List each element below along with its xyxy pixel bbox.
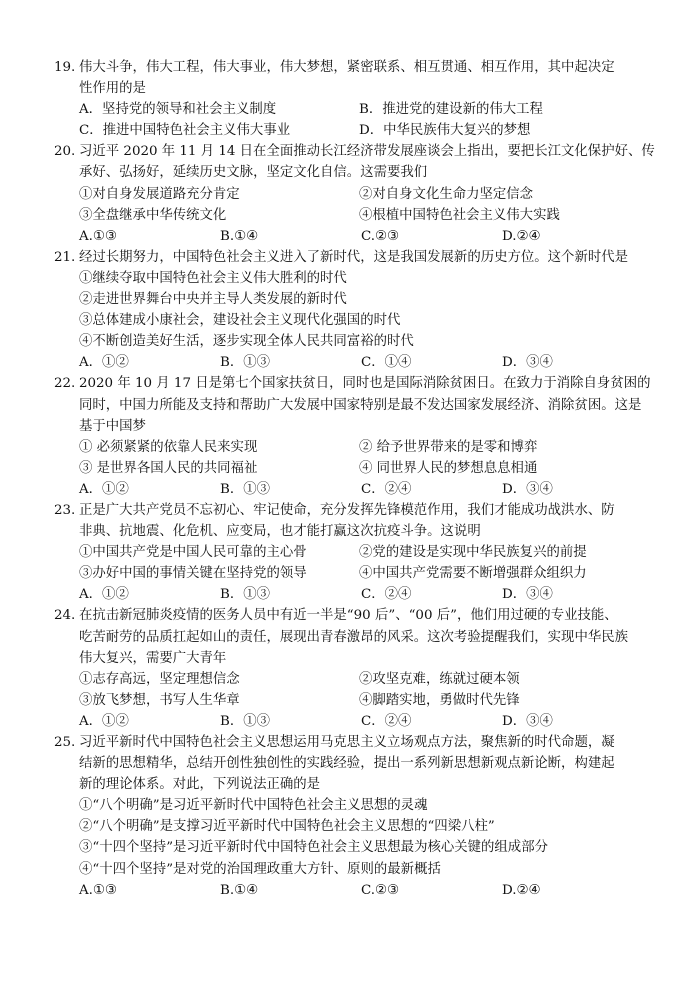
statement-3: ③ 是世界各国人民的共同福祉 bbox=[79, 460, 258, 476]
question-number: 23. bbox=[54, 502, 76, 518]
question-number: 20. bbox=[54, 144, 76, 160]
option-a[interactable]: A．坚持党的领导和社会主义制度 bbox=[79, 102, 277, 118]
option-b[interactable]: B.①④ bbox=[220, 882, 259, 898]
option-a[interactable]: A．①② bbox=[79, 587, 129, 603]
question-stem-line: 25. 习近平新时代中国特色社会主义思想运用马克思主义立场观点方法，聚焦新的时代命题，凝 bbox=[57, 732, 656, 753]
statement-row bbox=[57, 690, 656, 711]
question-stem-line: 22. 2020 年 10 月 17 日是第七个国家扶贫日，同时也是国际消除贫困日。在致力于消除自身贫困的 bbox=[57, 373, 656, 394]
statement-3: ③总体建成小康社会，建设社会主义现代化强国的时代 bbox=[79, 313, 401, 329]
statement-2: ②走进世界舞台中央并主导人类发展的新时代 bbox=[79, 292, 347, 308]
statement-1: ①对自身发展道路充分肯定 bbox=[79, 186, 240, 202]
statement-2: ②党的建设是实现中华民族复兴的前提 bbox=[359, 545, 587, 561]
statement-4: ④“十四个坚持”是对党的治国理政重大方针、原则的最新概括 bbox=[79, 861, 441, 877]
option-d[interactable]: D．③④ bbox=[502, 713, 553, 729]
statement-4: ④根植中国特色社会主义伟大实践 bbox=[359, 207, 560, 223]
statement-3: ③放飞梦想，书写人生华章 bbox=[79, 692, 240, 708]
option-b[interactable]: B．①③ bbox=[220, 713, 271, 729]
question-number: 19. bbox=[54, 60, 76, 75]
question-stem-line: 20. 习近平 2020 年 11 月 14 日在全面推动长江经济带发展座谈会上指出，要把长江文化保护好、传 bbox=[57, 141, 656, 162]
statement-row bbox=[57, 669, 656, 690]
option-b[interactable]: B．①③ bbox=[220, 481, 271, 497]
question-number: 25. bbox=[54, 735, 76, 750]
option-b[interactable]: B.①④ bbox=[220, 228, 259, 244]
statement-row bbox=[57, 437, 656, 458]
option-b[interactable]: B．推进党的建设新的伟大工程 bbox=[359, 102, 543, 118]
question-number: 24. bbox=[54, 608, 76, 624]
statement-1: ①中国共产党是中国人民可靠的主心骨 bbox=[79, 545, 307, 561]
answer-row bbox=[57, 880, 656, 901]
statement-2: ② 给予世界带来的是零和博弈 bbox=[359, 439, 538, 455]
answer-row bbox=[57, 711, 656, 732]
option-c[interactable]: C.②③ bbox=[361, 228, 400, 244]
answer-row bbox=[57, 584, 656, 605]
statement-1: ①“八个明确”是习近平新时代中国特色社会主义思想的灵魂 bbox=[79, 798, 428, 814]
option-d[interactable]: D．中华民族伟大复兴的梦想 bbox=[359, 123, 531, 139]
question-stem-line: 23. 正是广大共产党员不忘初心、牢记使命，充分发挥先锋模范作用，我们才能成功战洪水、防 bbox=[57, 500, 656, 521]
question-stem-line: 性作用的是 bbox=[79, 81, 146, 97]
question-20 bbox=[54, 141, 656, 246]
question-stem-line: 吃苦耐劳的品质扛起如山的责任，展现出青春激昂的风采。这次考验提醒我们，实现中华民族 bbox=[79, 629, 629, 645]
statement-row bbox=[57, 184, 656, 205]
option-d[interactable]: D．③④ bbox=[502, 587, 553, 603]
question-stem-line: 同时，中国力所能及支持和帮助广大发展中国家特别是最不发达国家发展经济、消除贫困。这是 bbox=[79, 397, 642, 413]
question-stem-line: 新的理论体系。对此，下列说法正确的是 bbox=[79, 777, 321, 793]
statement-1: ①继续夺取中国特色社会主义伟大胜利的时代 bbox=[79, 270, 347, 286]
answer-row bbox=[57, 226, 656, 247]
statement-row bbox=[57, 205, 656, 226]
option-d[interactable]: D．③④ bbox=[502, 481, 553, 497]
question-stem-line: 基于中国梦 bbox=[79, 418, 146, 434]
statement-3: ③办好中国的事情关键在坚持党的领导 bbox=[79, 566, 307, 582]
question-23 bbox=[54, 500, 656, 605]
question-stem-line: 承好、弘扬好，延续历史文脉，坚定文化自信。这需要我们 bbox=[79, 165, 428, 181]
option-c[interactable]: C．①④ bbox=[361, 355, 412, 371]
option-a[interactable]: A.①③ bbox=[79, 882, 117, 898]
question-22 bbox=[54, 373, 656, 500]
question-19 bbox=[54, 57, 656, 141]
option-b[interactable]: B．①③ bbox=[220, 355, 271, 371]
statement-row bbox=[57, 542, 656, 563]
question-25 bbox=[54, 732, 656, 901]
option-a[interactable]: A．①② bbox=[79, 481, 129, 497]
option-c[interactable]: C．②④ bbox=[361, 587, 412, 603]
question-stem-line: 24. 在抗击新冠肺炎疫情的医务人员中有近一半是“90 后”、“00 后”，他们用过硬的专业技能、 bbox=[57, 605, 656, 626]
statement-1: ① 必须紧紧的依靠人民来实现 bbox=[79, 439, 258, 455]
option-d[interactable]: D．③④ bbox=[502, 355, 553, 371]
question-21 bbox=[54, 247, 656, 374]
option-d[interactable]: D.②④ bbox=[502, 882, 541, 898]
question-stem-line: 结新的思想精华，总结开创性独创性的实践经验，提出一系列新思想新观点新论断，构建起 bbox=[79, 756, 615, 772]
statement-3: ③“十四个坚持”是习近平新时代中国特色社会主义思想最为核心关键的组成部分 bbox=[79, 840, 548, 856]
option-c[interactable]: C.②③ bbox=[361, 882, 400, 898]
statement-2: ②“八个明确”是支撑习近平新时代中国特色社会主义思想的“四梁八柱” bbox=[79, 819, 495, 835]
answer-row bbox=[57, 479, 656, 500]
statement-4: ④不断创造美好生活，逐步实现全体人民共同富裕的时代 bbox=[79, 334, 414, 350]
option-c[interactable]: C．推进中国特色社会主义伟大事业 bbox=[79, 123, 291, 139]
statement-row bbox=[57, 458, 656, 479]
option-b[interactable]: B．①③ bbox=[220, 587, 271, 603]
answer-row bbox=[57, 352, 656, 373]
option-a[interactable]: A.①③ bbox=[79, 228, 117, 244]
option-c[interactable]: C．②④ bbox=[361, 713, 412, 729]
statement-1: ①志存高远，坚定理想信念 bbox=[79, 671, 240, 687]
question-stem-line: 伟大复兴，需要广大青年 bbox=[79, 650, 227, 666]
statement-2: ②对自身文化生命力坚定信念 bbox=[359, 186, 534, 202]
statement-3: ③全盘继承中华传统文化 bbox=[79, 207, 227, 223]
statement-4: ④ 同世界人民的梦想息息相通 bbox=[359, 460, 538, 476]
statement-row bbox=[57, 563, 656, 584]
question-stem-line: 非典、抗地震、化危机、应变局，也才能打赢这次抗疫斗争。这说明 bbox=[79, 524, 481, 540]
statement-4: ④脚踏实地，勇做时代先锋 bbox=[359, 692, 520, 708]
option-d[interactable]: D.②④ bbox=[502, 228, 541, 244]
option-row bbox=[57, 99, 656, 120]
option-a[interactable]: A．①② bbox=[79, 713, 129, 729]
question-24 bbox=[54, 605, 656, 732]
option-a[interactable]: A．①② bbox=[79, 355, 129, 371]
question-number: 22. bbox=[54, 376, 76, 392]
option-row bbox=[57, 120, 656, 141]
question-stem-line: 19. 伟大斗争，伟大工程，伟大事业，伟大梦想，紧密联系、相互贯通、相互作用，其中起决定 bbox=[57, 57, 656, 78]
question-stem-line: 21. 经过长期努力，中国特色社会主义进入了新时代，这是我国发展新的历史方位。这个新时代是 bbox=[57, 247, 656, 268]
statement-4: ④中国共产党需要不断增强群众组织力 bbox=[359, 566, 587, 582]
question-number: 21. bbox=[54, 249, 76, 265]
option-c[interactable]: C．②④ bbox=[361, 481, 412, 497]
statement-2: ②攻坚克难，练就过硬本领 bbox=[359, 671, 520, 687]
